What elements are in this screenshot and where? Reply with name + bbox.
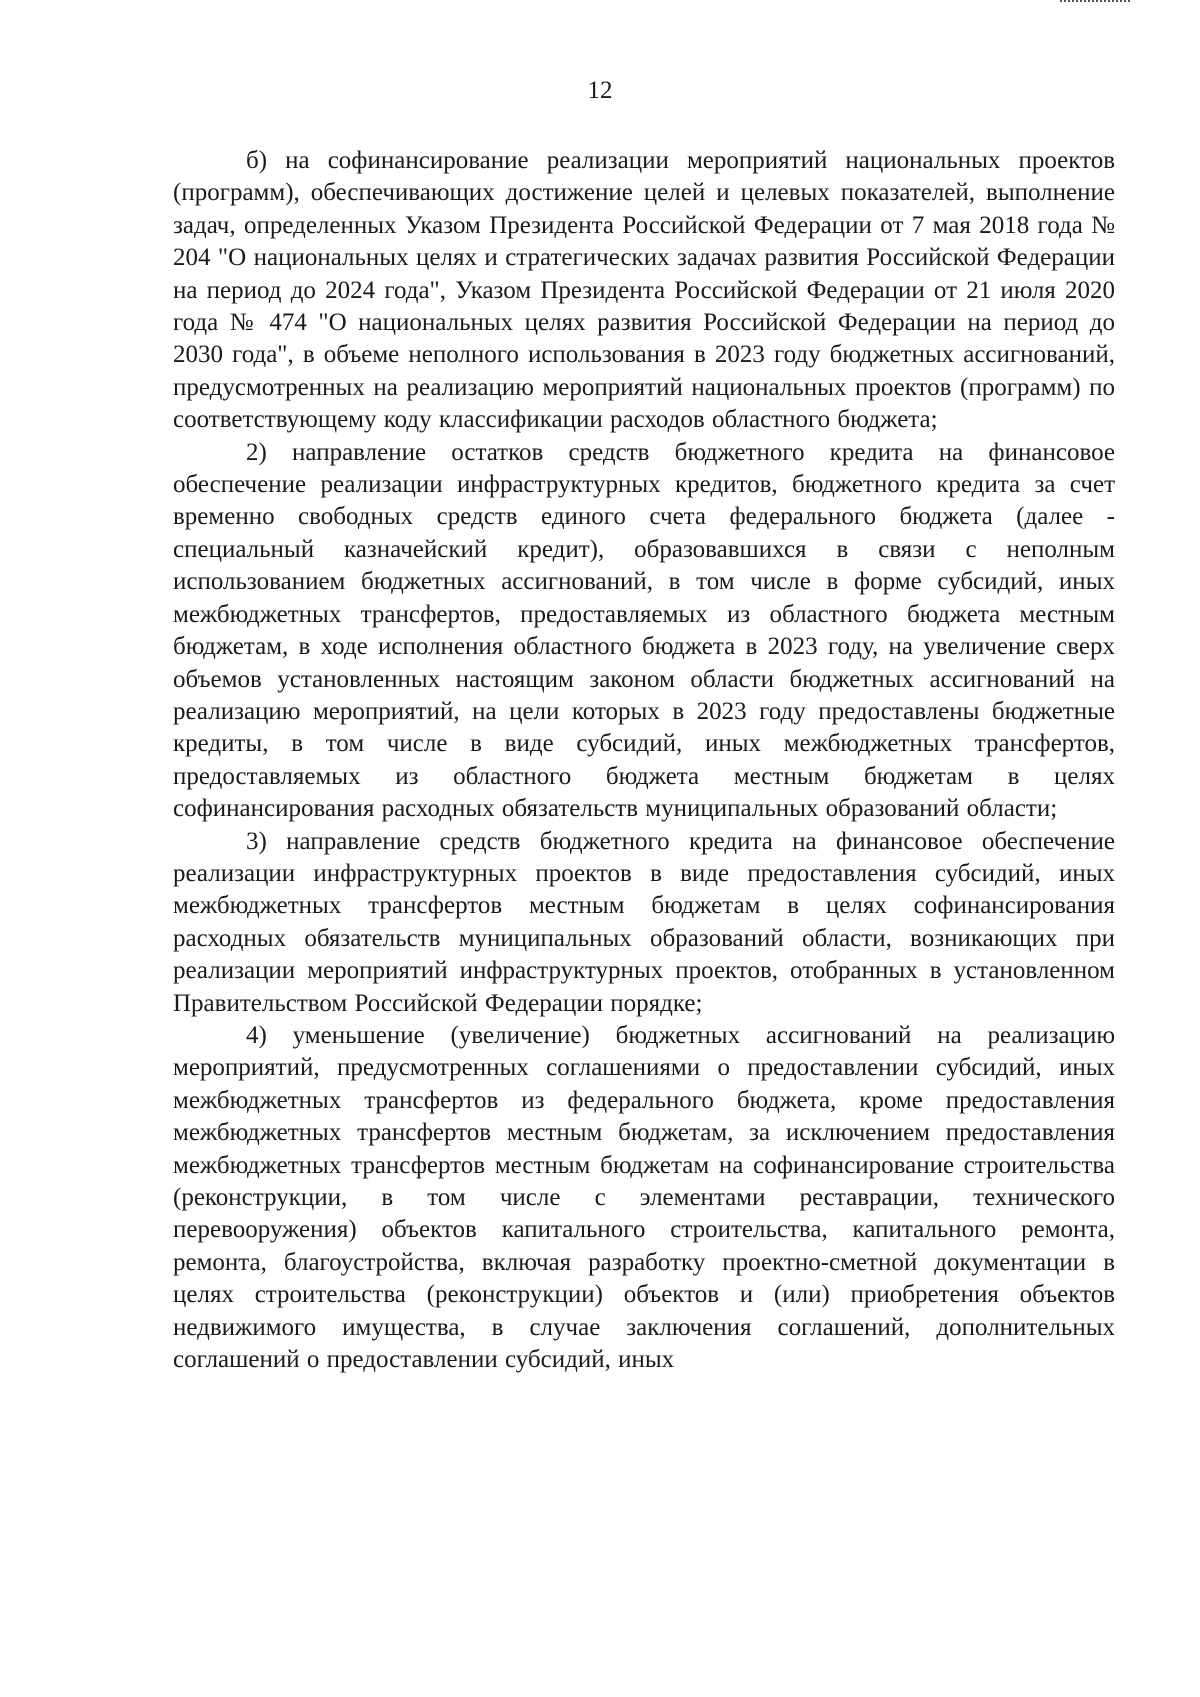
paragraph-4: 4) уменьшение (увеличение) бюджетных ассигнований на реализацию мероприятий, предусмотренных соглашениями о предоставлении субсидий, иных межбюджетных трансфертов из федерального бюджета, кроме предоставления межбюджетных трансфертов местным бюджетам, за исключением предоставления межбюджетных трансфертов местным бюджетам на софинансирование строительства (реконструкции, в том числе с элементами реставрации, технического перевооружения) объектов капитального строительства, капитального ремонта, ремонта, благоустройства, включая разработку проектно-сметной документации в целях строительства (реконструкции) объектов и (или) приобретения объектов недвижимого имущества, в случае заключения соглашений, дополнительных соглашений о предоставлении субсидий, иных xyxy=(173,1021,1115,1374)
page-number: 12 xyxy=(587,77,613,104)
document-body xyxy=(173,145,1115,1376)
scan-artifact-top xyxy=(1060,0,1130,6)
paragraph-3: 3) направление средств бюджетного кредита на финансовое обеспечение реализации инфраструктурных проектов в виде предоставления субсидий, иных межбюджетных трансфертов местным бюджетам в целях софинансирования расходных обязательств муниципальных образований области, возникающих при реализации мероприятий инфраструктурных проектов, отобранных в установленном Правительством Российской Федерации порядке; xyxy=(173,827,1115,1017)
paragraph-2: 2) направление остатков средств бюджетного кредита на финансовое обеспечение реализации инфраструктурных кредитов, бюджетного кредита за счет временно свободных средств единого счета федерального бюджета (далее - специальный казначейский кредит), образовавшихся в связи с неполным использованием бюджетных ассигнований, в том числе в форме субсидий, иных межбюджетных трансфертов, предоставляемых из областного бюджета местным бюджетам, в ходе исполнения областного бюджета в 2023 году, на увеличение сверх объемов установленных настоящим законом области бюджетных ассигнований на реализацию мероприятий, на цели которых в 2023 году предоставлены бюджетные кредиты, в том числе в виде субсидий, иных межбюджетных трансфертов, предоставляемых из областного бюджета местным бюджетам в целях софинансирования расходных обязательств муниципальных образований области; xyxy=(173,438,1115,823)
paragraph-b: б) на софинансирование реализации мероприятий национальных проектов (программ), обеспечивающих достижение целей и целевых показателей, выполнение задач, определенных Указом Президента Российской Федерации от 7 мая 2018 года № 204 "О национальных целях и стратегических задачах развития Российской Федерации на период до 2024 года", Указом Президента Российской Федерации от 21 июля 2020 года № 474 "О национальных целях развития Российской Федерации на период до 2030 года", в объеме неполного использования в 2023 году бюджетных ассигнований, предусмотренных на реализацию мероприятий национальных проектов (программ) по соответствующему коду классификации расходов областного бюджета; xyxy=(173,147,1115,434)
